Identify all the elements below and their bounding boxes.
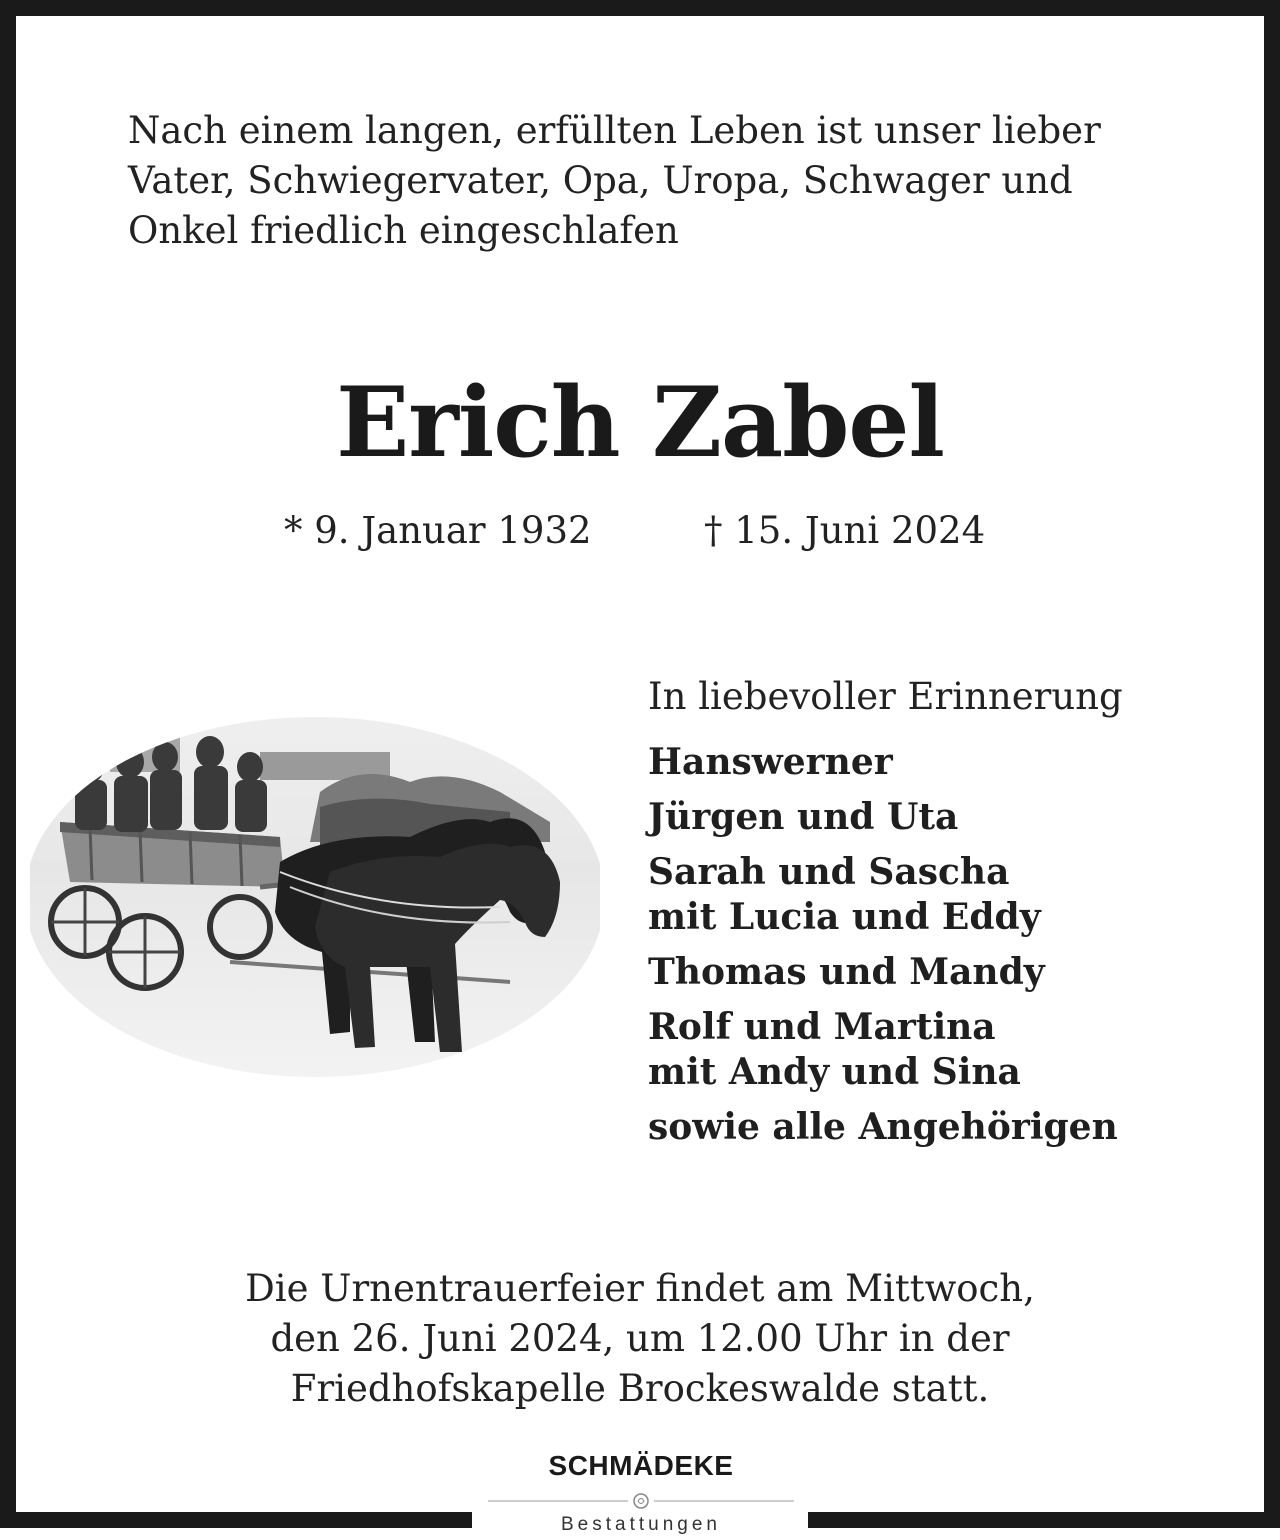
border-bottom-right	[808, 1512, 1280, 1528]
mourner-name: Rolf und Martina	[648, 1006, 996, 1048]
mourner-name: sowie alle Angehörigen	[648, 1106, 1118, 1148]
border-bottom-left	[0, 1512, 472, 1528]
mourner-name: mit Lucia und Eddy	[648, 896, 1041, 938]
intro-line: Vater, Schwiegervater, Opa, Uropa, Schwager und	[128, 159, 1073, 202]
intro-line: Nach einem langen, erfüllten Leben ist unser lieber	[128, 109, 1101, 152]
mourner-group	[648, 795, 1118, 840]
death-date: † 15. Juni 2024	[704, 509, 986, 552]
intro-text	[128, 106, 1168, 256]
deceased-name: Erich Zabel	[336, 366, 944, 479]
horse-drawn-wagon-photo	[30, 712, 600, 1082]
funeral-home-logo	[488, 1450, 794, 1540]
service-line: Friedhofskapelle Brockeswalde statt.	[290, 1367, 990, 1410]
service-line: den 26. Juni 2024, um 12.00 Uhr in der	[270, 1317, 1010, 1360]
mourner-name: mit Andy und Sina	[648, 1051, 1021, 1093]
mourner-group	[648, 1005, 1118, 1095]
logo-name: SCHMÄDEKE	[548, 1450, 734, 1481]
mourner-name: Hanswerner	[648, 741, 893, 783]
logo-subtitle: Bestattungen	[561, 1514, 721, 1535]
mourner-group	[648, 740, 1118, 785]
birth-date: * 9. Januar 1932	[284, 509, 592, 552]
ornament-icon	[488, 1490, 794, 1512]
mourner-name: Jürgen und Uta	[648, 796, 959, 838]
mourner-name: Thomas und Mandy	[648, 951, 1045, 993]
service-line: Die Urnentrauerfeier findet am Mittwoch,	[245, 1267, 1035, 1310]
service-info	[0, 1264, 1280, 1414]
memory-heading: In liebevoller Erinnerung	[648, 675, 1123, 718]
mourners-list	[648, 740, 1118, 1160]
mourner-group	[648, 850, 1118, 940]
mourner-name: Sarah und Sascha	[648, 851, 1010, 893]
mourner-group	[648, 1105, 1118, 1150]
border-top	[0, 0, 1280, 16]
mourner-group	[648, 950, 1118, 995]
intro-line: Onkel friedlich eingeschlafen	[128, 209, 679, 252]
